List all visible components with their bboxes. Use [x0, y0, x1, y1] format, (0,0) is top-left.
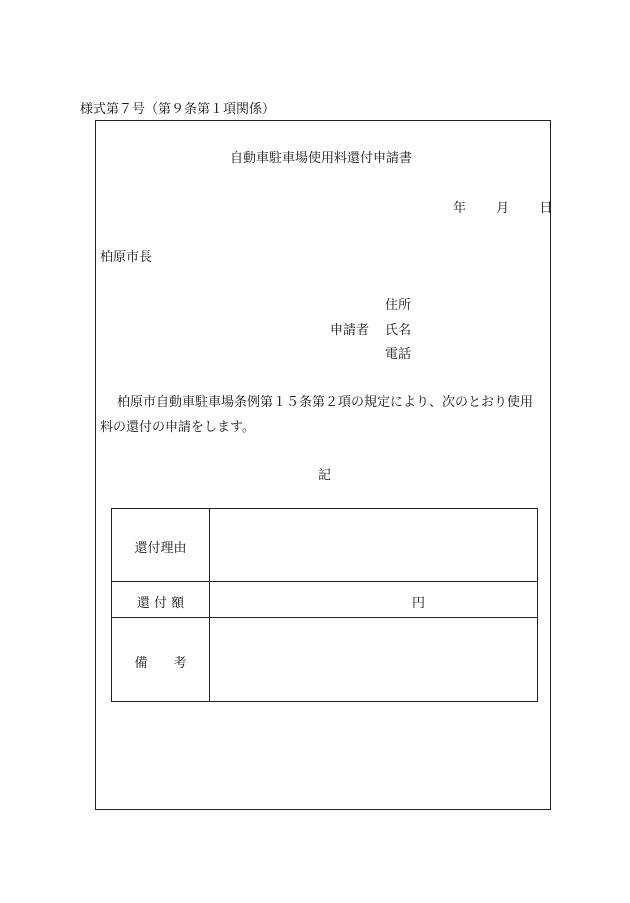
reason-label: 還付理由: [134, 541, 187, 556]
date-line: [453, 197, 552, 216]
reason-field[interactable]: [210, 509, 537, 581]
amount-field[interactable]: [210, 582, 537, 617]
addressee: 柏原市長: [100, 250, 153, 265]
applicant-address-label: 住所: [385, 298, 412, 313]
applicant-phone-label: 電話: [385, 347, 412, 362]
applicant-name-label: 氏名: [385, 323, 412, 338]
amount-label: 還 付 額: [136, 596, 185, 611]
document-title: 自動車駐車場使用料還付申請書: [230, 151, 413, 166]
refund-details-table: [111, 508, 538, 702]
date-year-label: 年: [453, 201, 467, 216]
body-text-line-2: 料の還付の申請をします。: [100, 420, 255, 435]
ki-heading: 記: [318, 468, 332, 483]
amount-unit-yen: 円: [412, 596, 426, 611]
form-number: 様式第７号（第９条第１項関係）: [80, 102, 276, 117]
body-text-line-1: 柏原市自動車駐車場条例第１５条第２項の規定により、次のとおり使用: [117, 395, 534, 410]
remarks-field[interactable]: [210, 618, 537, 701]
date-day-label: 日: [539, 201, 553, 216]
applicant-group-label: 申請者: [330, 323, 370, 338]
date-month-label: 月: [496, 201, 510, 216]
remarks-label: 備 考: [134, 656, 187, 671]
